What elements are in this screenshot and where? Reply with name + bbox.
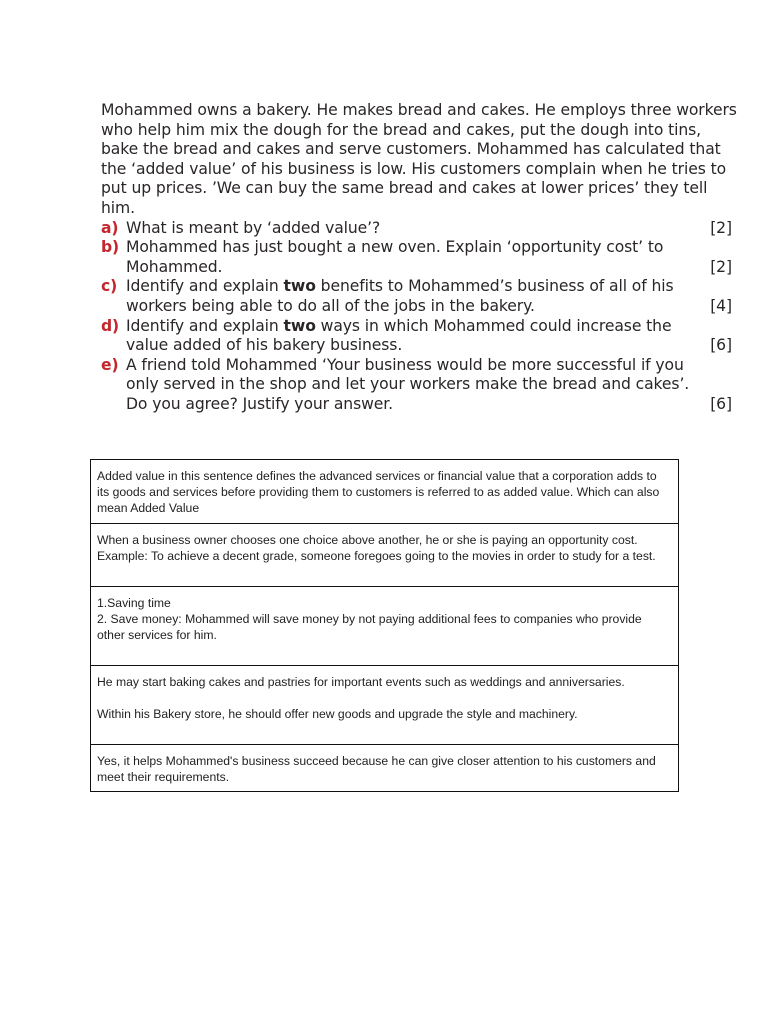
- answer-row-a: [91, 460, 679, 524]
- question-marks: [2]: [710, 218, 732, 237]
- answer-row-b: [91, 523, 679, 586]
- answer-text: He may start baking cakes and pastries for important events such as weddings and anniversaries.: [97, 674, 625, 689]
- emphasis-two: two: [283, 316, 316, 335]
- answer-cell: [91, 586, 679, 665]
- answer-text: Added value in this sentence defines the advanced services or financial value that a corporation adds to its goods and services before providing them to customers is referred to as added value. Which can also mean Added Value: [97, 469, 660, 516]
- answer-cell: [91, 460, 679, 524]
- question-intro: Mohammed owns a bakery. He makes bread and cakes. He employs three workers who help him mix the dough for the bread and cakes, put the dough into tins, bake the bread and cakes and serve customers. Mohammed has calculated that the ‘added value’ of his business is low. His customers complain when he tries to put up prices. ’We can buy the same bread and cakes at lower prices’ they tell him.: [101, 101, 737, 217]
- answer-text: 1.Saving time: [97, 595, 171, 610]
- question-letter: d): [101, 316, 120, 335]
- question-d: [101, 317, 741, 356]
- answer-cell: [91, 744, 679, 791]
- question-text: What is meant by ‘added value’?: [126, 218, 381, 237]
- answer-text: When a business owner chooses one choice above another, he or she is paying an opportunity cost. Example: To achieve a decent grade, someone foregoes going to the movies in order to study for a test.: [97, 532, 656, 563]
- question-text: A friend told Mohammed ‘Your business would be more successful if you only served in the shop and let your workers make the bread and cakes’. Do you agree? Justify your answer.: [126, 355, 690, 413]
- answer-row-d: [91, 665, 679, 744]
- question-marks: [2]: [710, 257, 732, 276]
- question-text: Identify and explain two benefits to Mohammed’s business of all of his workers being able to do all of the jobs in the bakery.: [126, 277, 674, 315]
- emphasis-two: two: [283, 277, 316, 296]
- question-text: Identify and explain two ways in which Mohammed could increase the value added of his bakery business.: [126, 316, 672, 355]
- answer-cell: [91, 665, 679, 744]
- answer-text: Within his Bakery store, he should offer new goods and upgrade the style and machinery.: [97, 706, 578, 721]
- question-marks: [4]: [710, 296, 732, 315]
- answer-cell: [91, 523, 679, 586]
- question-a: [101, 219, 741, 239]
- question-letter: b): [101, 238, 120, 257]
- answer-text: Yes, it helps Mohammed's business succeed because he can give closer attention to his customers and meet their requirements.: [97, 753, 656, 784]
- question-marks: [6]: [710, 394, 732, 413]
- question-marks: [6]: [710, 336, 732, 355]
- question-letter: e): [101, 355, 119, 374]
- question-letter: c): [101, 277, 118, 296]
- question-text: Mohammed has just bought a new oven. Explain ‘opportunity cost’ to Mohammed.: [126, 238, 664, 276]
- question-letter: a): [101, 218, 119, 237]
- answers-table: [90, 459, 679, 792]
- question-b: [101, 238, 741, 277]
- question-c: [101, 277, 741, 316]
- question-block: [101, 101, 741, 415]
- question-e: [101, 356, 741, 415]
- answer-row-c: [91, 586, 679, 665]
- answer-text: 2. Save money: Mohammed will save money by not paying additional fees to companies who provide other services for him.: [97, 611, 642, 643]
- answer-row-e: [91, 744, 679, 791]
